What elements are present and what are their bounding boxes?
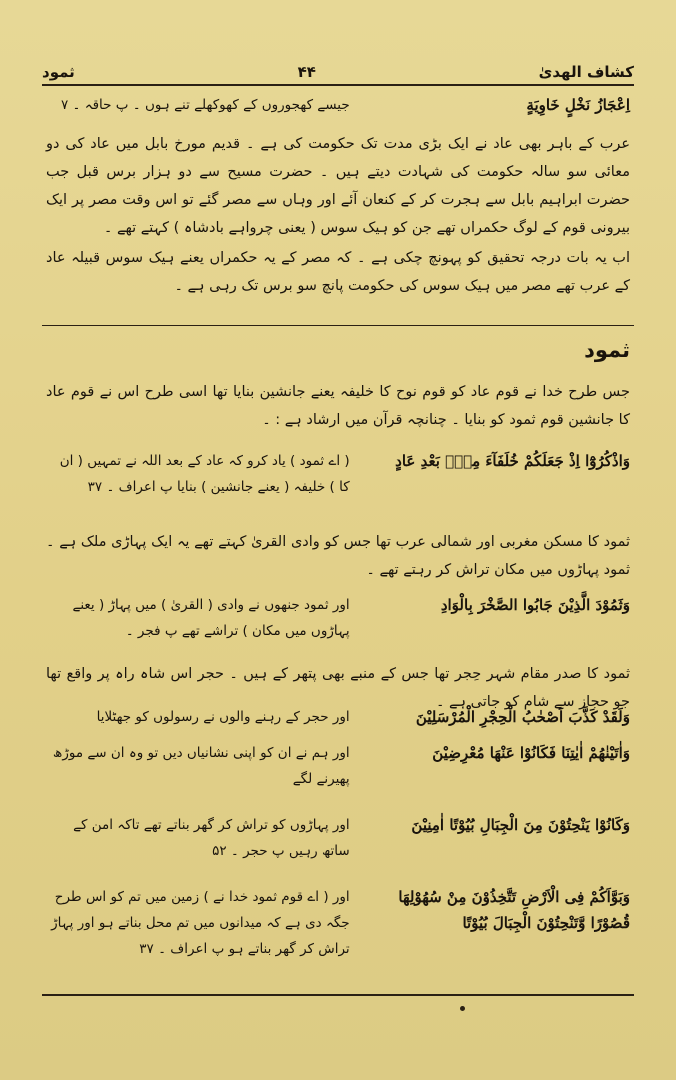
footer-rule — [42, 994, 634, 996]
book-title: کشاف الهدیٰ — [538, 63, 634, 81]
header-rule — [42, 84, 634, 86]
page-number: ۴۴ — [297, 63, 316, 81]
running-header — [42, 58, 634, 82]
verse-arabic: وَاذْكُرُوْٓا اِذْ جَعَلَكُمْ خُلَفَآءَ مِنْۢ بَعْدِ عَادٍ — [395, 452, 630, 470]
verse-translation: اور ثمود جنھوں نے وادی ( القریٰ ) میں پہاڑ ( یعنے پہاڑوں میں مکان ) تراشے تھے پ فجر ۔ — [72, 597, 350, 639]
verse-arabic: اِعْجَازُ نَخْلٍ خَاوِیَةٍ — [526, 96, 630, 114]
paragraph: ثمود کا صدر مقام شہر حِجر تھا جس کے منبے بھی پتھر کے ہیں ۔ حجر اس شاہ راہ پر واقع تھا جو حجاز سے شام کو جاتی ہے ۔ — [46, 666, 630, 710]
footer-mark — [460, 1006, 465, 1011]
verse-arabic: وَكَانُوْا یَنْحِتُوْنَ مِنَ الْجِبَالِ بُیُوْتًا اٰمِنِیْنَ — [411, 816, 630, 834]
verse-translation: اور پہاڑوں کو تراش کر گھر بناتے تھے تاکہ امن کے ساتھ رہیں پ حجر ۔ ۵۲ — [73, 817, 350, 859]
section-title: ثمود — [42, 63, 75, 81]
verse-arabic: وَبَوَّاَكُمْ فِی الْاَرْضِ تَتَّخِذُوْنَ مِنْ سُهُوْلِهَا قُصُوْرًا وَّتَنْحِتُوْنَ الْجِبَالَ بُیُوْتًا — [398, 888, 630, 932]
verse-translation: جیسے کھجوروں کے کھوکھلے تنے ہوں ۔ پ حاقہ ۔ ۷ — [60, 97, 350, 113]
verse-block — [46, 884, 630, 962]
verse-block — [46, 448, 630, 500]
verse-block — [46, 740, 630, 792]
verse-block — [46, 592, 630, 644]
paragraph: اب یہ بات درجہ تحقیق کو پہونچ چکی ہے ۔ کہ مصر کے یہ حکمراں یعنے ہیک سوس قبیلہ عاد کے عرب تھے مصر میں ہیک سوس کی حکومت پانچ سو برس تک رہی ہے ۔ — [46, 250, 630, 294]
verse-arabic: وَثَمُوْدَ الَّذِیْنَ جَابُوا الصَّخْرَ بِالْوَادِ — [440, 596, 630, 614]
paragraph: ثمود کا مسکن مغربی اور شمالی عرب تھا جس کو وادی القریٰ کہتے تھے یہ ایک پہاڑی ملک ہے ۔ ثمود پہاڑوں میں مکان تراش کر رہتے تھے ۔ — [46, 534, 630, 578]
verse-translation: اور ہم نے ان کو اپنی نشانیاں دیں تو وہ ان سے موڑھ پھیرنے لگے — [52, 745, 350, 787]
section-heading: ثمود — [584, 338, 630, 362]
verse-arabic: وَلَقَدْ كَذَّبَ اَصْحٰبُ الْحِجْرِ الْمُرْسَلِیْنَ — [415, 708, 630, 726]
verse-block — [46, 704, 630, 730]
paragraph: جس طرح خدا نے قوم عاد کو قوم نوح کا خلیفہ یعنے جانشین بنایا تھا اسی طرح اس نے قوم عاد کا جانشین قوم ثمود کو بنایا ۔ چنانچہ قرآن میں ارشاد ہے : ۔ — [46, 384, 630, 428]
verse-translation: اور حجر کے رہنے والوں نے رسولوں کو جھٹلایا — [96, 709, 350, 725]
top-verse — [46, 92, 630, 118]
paragraph: عرب کے باہر بھی عاد نے ایک بڑی مدت تک حکومت کی ہے ۔ قدیم مورخ بابل میں عاد کی دو معائی سو سالہ حکومت کی شہادت دیتے ہیں ۔ حضرت مسیح سے دو ہزار برس قبل جب حضرت ابراہیم بابل سے ہجرت کر کے کنعان آئے اور وہاں سے مصر گئے تو اس وقت مصر پر ایک بیرونی قوم کے لوگ حکمراں تھے جن کو ہیک سوس ( یعنی چرواہے بادشاہ ) کہتے تھے ۔ — [46, 136, 630, 236]
verse-translation: ( اے ثمود ) یاد کرو کہ عاد کے بعد اللہ نے تمہیں ( ان کا ) خلیفہ ( یعنے جانشین ) بنایا پ اعراف ۔ ۳۷ — [59, 453, 350, 495]
section-divider — [42, 325, 634, 326]
verse-block — [46, 812, 630, 864]
verse-arabic: وَاٰتَیْنٰهُمْ اٰیٰتِنَا فَكَانُوْا عَنْهَا مُعْرِضِیْنَ — [432, 744, 630, 762]
verse-translation: اور ( اے قوم ثمود خدا نے ) زمین میں تم کو اس طرح جگہ دی ہے کہ میدانوں میں تم محل بناتے ہو اور پہاڑ تراش کر گھر بناتے ہو پ اعراف ۔ ۳۷ — [51, 889, 350, 957]
